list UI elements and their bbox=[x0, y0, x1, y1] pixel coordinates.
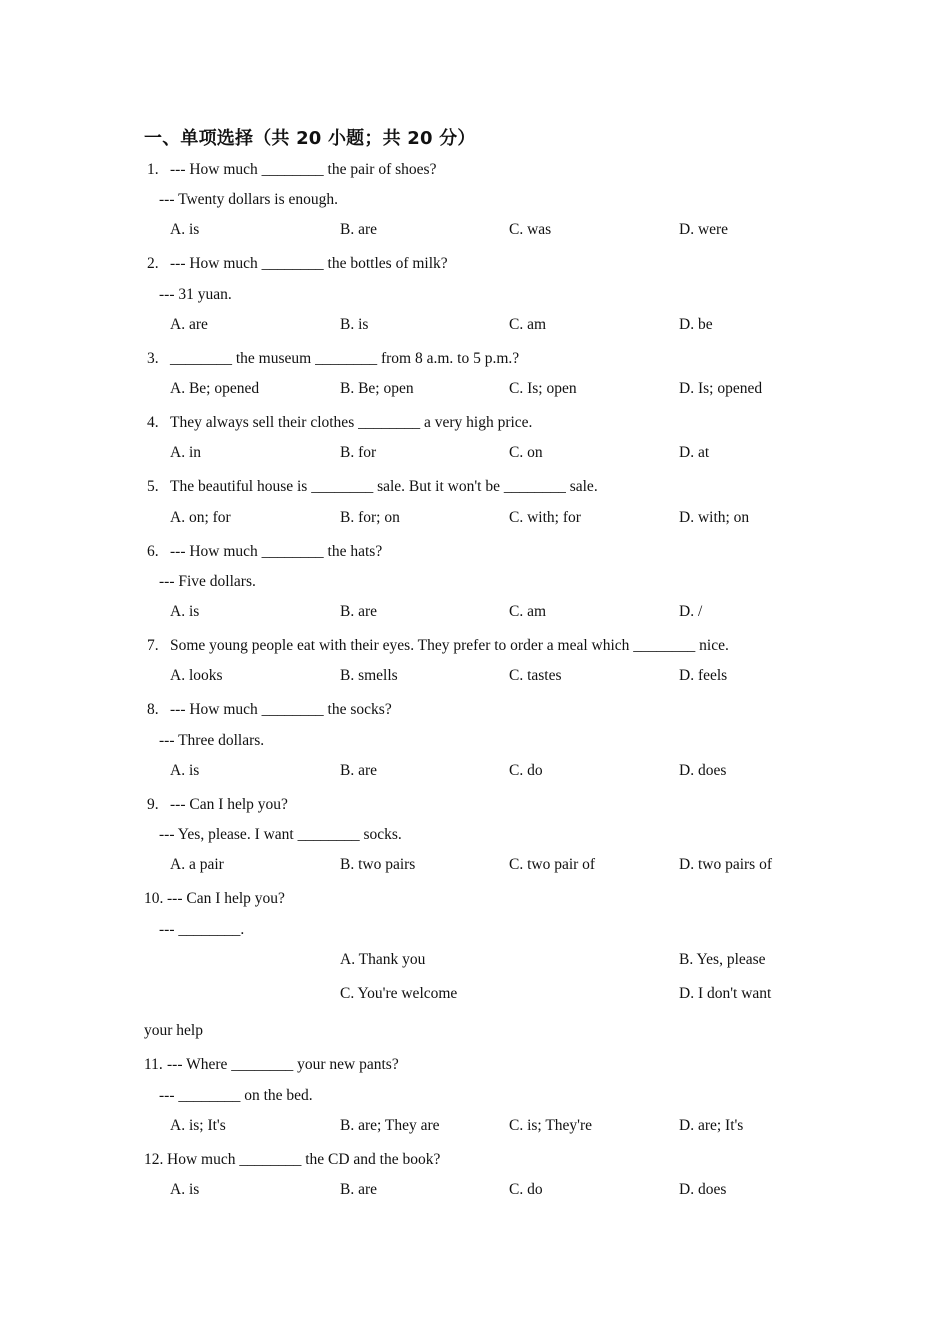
question-text: --- Can I help you? bbox=[167, 890, 285, 907]
question-text: --- Where ________ your new pants? bbox=[167, 1056, 399, 1073]
question-text: How much ________ the CD and the book? bbox=[167, 1151, 441, 1168]
option-a: A. are bbox=[170, 316, 208, 333]
option-c: C. was bbox=[509, 221, 552, 238]
question-dialogue-line bbox=[159, 286, 232, 304]
question-dialogue-line bbox=[159, 191, 338, 209]
option-b: B. Be; open bbox=[340, 380, 414, 397]
question-stem bbox=[147, 255, 448, 273]
option-d: D. at bbox=[679, 444, 710, 461]
option-b: B. are bbox=[340, 1181, 378, 1198]
option-d: D. with; on bbox=[679, 509, 750, 526]
option-a: A. is bbox=[170, 221, 200, 238]
question-stem bbox=[147, 350, 519, 368]
question-stem bbox=[147, 701, 392, 719]
option-d: D. Is; opened bbox=[679, 380, 763, 397]
question-number: 11. bbox=[144, 1056, 163, 1073]
option-c: C. on bbox=[509, 444, 543, 461]
question-number: 7. bbox=[147, 637, 159, 654]
question-text: --- ________ on the bed. bbox=[159, 1087, 313, 1104]
section-title: 一、单项选择（共 20 小题；共 20 分） bbox=[144, 128, 476, 149]
question-number: 12. bbox=[144, 1151, 164, 1168]
option-b: B. for bbox=[340, 444, 377, 461]
option-c: C. You're welcome bbox=[340, 985, 458, 1002]
question-number: 9. bbox=[147, 796, 159, 813]
option-d: D. / bbox=[679, 603, 703, 620]
question-dialogue-line bbox=[159, 732, 264, 750]
question-text: The beautiful house is ________ sale. But it won't be ________ sale. bbox=[170, 478, 598, 495]
option-b: B. two pairs bbox=[340, 856, 416, 873]
question-dialogue-line bbox=[159, 826, 402, 844]
option-d: D. are; It's bbox=[679, 1117, 744, 1134]
option-b: B. is bbox=[340, 316, 369, 333]
option-d: D. were bbox=[679, 221, 729, 238]
option-a: A. in bbox=[170, 444, 201, 461]
question-text: --- Yes, please. I want ________ socks. bbox=[159, 826, 402, 843]
option-a: A. a pair bbox=[170, 856, 224, 873]
option-d: D. be bbox=[679, 316, 713, 333]
option-a: A. is; It's bbox=[170, 1117, 226, 1134]
question-number: 8. bbox=[147, 701, 159, 718]
option-d: D. feels bbox=[679, 667, 728, 684]
question-text: --- Can I help you? bbox=[170, 796, 288, 813]
question-dialogue-line bbox=[159, 573, 256, 591]
question-text: --- How much ________ the socks? bbox=[170, 701, 392, 718]
question-number: 3. bbox=[147, 350, 159, 367]
question-text: --- 31 yuan. bbox=[159, 286, 232, 303]
option-c: C. am bbox=[509, 603, 547, 620]
question-stem bbox=[147, 796, 288, 814]
option-b: B. are bbox=[340, 762, 378, 779]
option-c: C. am bbox=[509, 316, 547, 333]
option-b: B. Yes, please bbox=[679, 951, 766, 968]
option-c: C. two pair of bbox=[509, 856, 596, 873]
option-b: B. smells bbox=[340, 667, 398, 684]
option-c: C. is; They're bbox=[509, 1117, 593, 1134]
option-b: B. are bbox=[340, 221, 378, 238]
option-d: D. I don't want bbox=[679, 985, 772, 1002]
option-a: A. is bbox=[170, 1181, 200, 1198]
option-d: D. two pairs of bbox=[679, 856, 772, 873]
question-stem bbox=[144, 1151, 440, 1169]
option-a: A. is bbox=[170, 603, 200, 620]
question-stem bbox=[147, 414, 532, 432]
option-a: A. Be; opened bbox=[170, 380, 260, 397]
question-text: --- Three dollars. bbox=[159, 732, 265, 749]
question-number: 6. bbox=[147, 543, 159, 560]
question-text: --- Twenty dollars is enough. bbox=[159, 191, 338, 208]
question-stem bbox=[147, 161, 436, 179]
option-a: A. Thank you bbox=[340, 951, 426, 968]
option-a: A. looks bbox=[170, 667, 223, 684]
option-a: A. is bbox=[170, 762, 200, 779]
question-number: 4. bbox=[147, 414, 159, 431]
option-c: C. with; for bbox=[509, 509, 581, 526]
question-number: 1. bbox=[147, 161, 159, 178]
option-d: D. does bbox=[679, 1181, 727, 1198]
option-c: C. Is; open bbox=[509, 380, 577, 397]
option-c: C. do bbox=[509, 762, 543, 779]
question-dialogue-line bbox=[159, 1087, 313, 1105]
option-continuation: your help bbox=[144, 1022, 203, 1039]
question-text: --- Five dollars. bbox=[159, 573, 256, 590]
option-d: D. does bbox=[679, 762, 727, 779]
option-c: C. tastes bbox=[509, 667, 562, 684]
question-stem bbox=[147, 478, 598, 496]
option-a: A. on; for bbox=[170, 509, 231, 526]
option-b: B. are bbox=[340, 603, 378, 620]
question-text: ________ the museum ________ from 8 a.m. to 5 p.m.? bbox=[170, 350, 520, 367]
question-stem bbox=[144, 890, 285, 908]
question-text: --- ________. bbox=[159, 921, 245, 938]
question-text: Some young people eat with their eyes. They prefer to order a meal which ________ nice. bbox=[170, 637, 729, 654]
option-b: B. are; They are bbox=[340, 1117, 440, 1134]
question-stem bbox=[144, 1056, 399, 1074]
question-stem bbox=[147, 637, 729, 655]
question-number: 2. bbox=[147, 255, 159, 272]
question-text: --- How much ________ the hats? bbox=[170, 543, 383, 560]
question-text: --- How much ________ the bottles of milk? bbox=[170, 255, 448, 272]
question-text: --- How much ________ the pair of shoes? bbox=[170, 161, 437, 178]
option-b: B. for; on bbox=[340, 509, 400, 526]
question-number: 5. bbox=[147, 478, 159, 495]
question-number: 10. bbox=[144, 890, 164, 907]
option-c: C. do bbox=[509, 1181, 543, 1198]
question-dialogue-line bbox=[159, 921, 244, 939]
question-text: They always sell their clothes ________ a very high price. bbox=[170, 414, 533, 431]
question-stem bbox=[147, 543, 382, 561]
